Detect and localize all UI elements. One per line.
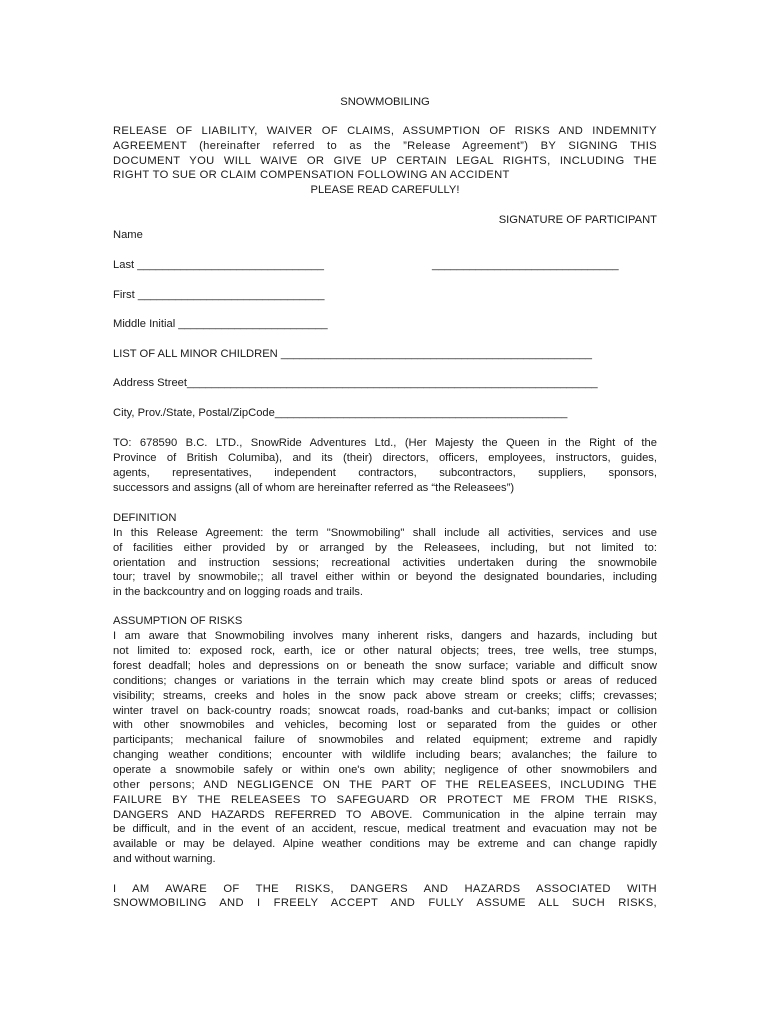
assumption-line: and without warning. (113, 853, 216, 865)
header-line-2: AGREEMENT (hereinafter referred to as the ”Release Agreement”) BY SIGNING THIS (113, 140, 657, 152)
to-line-2: Province of British Columiba), and its (their) directors, officers, employees, instructors, guides, (113, 452, 657, 464)
assumption-line: other persons; AND NEGLIGENCE ON THE PART OF THE RELEASEES, INCLUDING THE (113, 779, 657, 791)
assumption-heading: ASSUMPTION OF RISKS (113, 615, 243, 627)
address-street-field[interactable]: Address Street__________________________________________________________________ (113, 377, 598, 389)
to-line-3: agents, representatives, independent contractors, subcontractors, suppliers, sponsors, (113, 467, 657, 479)
definition-line: of facilities either provided by or arranged by the Releasees, including, but not limited to: (113, 542, 657, 554)
middle-initial-field[interactable]: Middle Initial ________________________ (113, 318, 328, 330)
assumption-line: with other snowmobiles and vehicles, becoming lost or separated from the guides or other (113, 719, 657, 731)
assumption-line: I am aware that Snowmobiling involves many inherent risks, dangers and hazards, including but (113, 630, 657, 642)
document-title: SNOWMOBILING (340, 96, 430, 108)
assumption-line: visibility; streams, creeks and holes in the snow pack above stream or creeks; cliffs; crevasses; (113, 690, 657, 702)
aware-line-1: I AM AWARE OF THE RISKS, DANGERS AND HAZARDS ASSOCIATED WITH (113, 883, 657, 895)
definition-line: tour; travel by snowmobile;; all travel either within or beyond the designated boundaries, including (113, 571, 657, 583)
assumption-line: participants; mechanical failure of snowmobiles and related equipment; extreme and rapidly (113, 734, 657, 746)
city-postal-field[interactable]: City, Prov./State, Postal/ZipCode_______________________________________________ (113, 407, 568, 419)
to-line-1: TO: 678590 B.C. LTD., SnowRide Adventures Ltd., (Her Majesty the Queen in the Right of the (113, 437, 657, 449)
assumption-line: operate a snowmobile safely or within one's own ability; negligence of other snowmobilers and (113, 764, 657, 776)
first-name-field[interactable]: First ______________________________ (113, 289, 325, 301)
assumption-line: changing weather conditions; encounter with wildlife including bears; avalanches; the failure to (113, 749, 657, 761)
name-label: Name (113, 229, 143, 241)
signature-field[interactable]: ______________________________ (432, 259, 619, 271)
minor-children-field[interactable]: LIST OF ALL MINOR CHILDREN __________________________________________________ (113, 348, 592, 360)
last-name-field[interactable]: Last ______________________________ (113, 259, 324, 271)
please-read-notice: PLEASE READ CAREFULLY! (310, 184, 460, 196)
header-line-3: DOCUMENT YOU WILL WAIVE OR GIVE UP CERTAIN LEGAL RIGHTS, INCLUDING THE (113, 155, 657, 167)
definition-heading: DEFINITION (113, 512, 177, 524)
assumption-line: DANGERS AND HAZARDS REFERRED TO ABOVE. Communication in the alpine terrain may (113, 809, 657, 821)
assumption-line: forest deadfall; holes and depressions on or beneath the snow surface; variable and difficult snow (113, 660, 657, 672)
to-line-4: successors and assigns (all of whom are hereinafter referred as “the Releasees”) (113, 482, 515, 494)
aware-line-2: SNOWMOBILING AND I FREELY ACCEPT AND FULLY ASSUME ALL SUCH RISKS, (113, 897, 657, 909)
assumption-line: FAILURE BY THE RELEASEES TO SAFEGUARD OR PROTECT ME FROM THE RISKS, (113, 794, 657, 806)
signature-label: SIGNATURE OF PARTICIPANT (498, 214, 657, 226)
definition-line: In this Release Agreement: the term "Snowmobiling" shall include all activities, services and use (113, 527, 657, 539)
definition-line: orientation and instruction sessions; recreational activities undertaken during the snowmobile (113, 557, 657, 569)
assumption-line: be difficult, and in the event of an accident, rescue, medical treatment and evacuation may not be (113, 823, 657, 835)
definition-line: in the backcountry and on logging roads and trails. (113, 586, 364, 598)
header-line-4: RIGHT TO SUE OR CLAIM COMPENSATION FOLLOWING AN ACCIDENT (113, 169, 510, 181)
assumption-line: not limited to: exposed rock, earth, ice or other natural objects; trees, tree wells, tree stumps, (113, 645, 657, 657)
header-line-1: RELEASE OF LIABILITY, WAIVER OF CLAIMS, ASSUMPTION OF RISKS AND INDEMNITY (113, 125, 657, 137)
assumption-line: winter travel on back-country roads; snowcat roads, road-banks and cut-banks; impact or collision (113, 705, 657, 717)
assumption-line: available or may be delayed. Alpine weather conditions may be extreme and can change rapidly (113, 838, 657, 850)
assumption-line: conditions; changes or variations in the terrain which may create blind spots or areas of reduced (113, 675, 657, 687)
